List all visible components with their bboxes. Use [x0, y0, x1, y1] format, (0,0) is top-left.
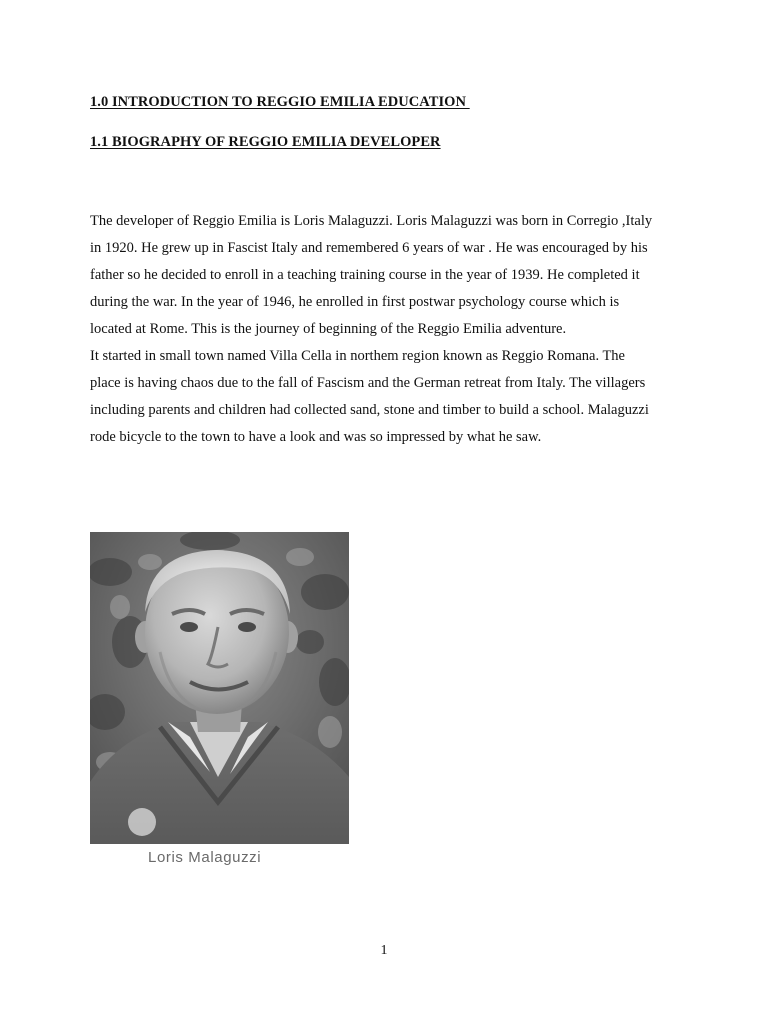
page-number: 1 — [380, 943, 388, 958]
photo-caption: Loris Malaguzzi — [148, 849, 262, 866]
section-heading-introduction: 1.0 INTRODUCTION TO REGGIO EMILIA EDUCATION — [90, 94, 470, 110]
history-paragraph — [90, 343, 690, 451]
paragraph-line: rode bicycle to the town to have a look and was so impressed by what he saw. — [90, 429, 542, 445]
paragraph-line: during the war. In the year of 1946, he enrolled in first postwar psychology course which is — [90, 294, 620, 310]
paragraph-line: father so he decided to enroll in a teaching training course in the year of 1939. He completed it — [90, 267, 640, 283]
paragraph-line: including parents and children had collected sand, stone and timber to build a school. Malaguzzi — [90, 402, 649, 418]
paragraph-line: place is having chaos due to the fall of Fascism and the German retreat from Italy. The villagers — [90, 375, 646, 391]
paragraph-line: The developer of Reggio Emilia is Loris Malaguzzi. Loris Malaguzzi was born in Corregio ,Italy — [90, 213, 653, 229]
paragraph-line: located at Rome. This is the journey of beginning of the Reggio Emilia adventure. — [90, 321, 567, 337]
paragraph-line: in 1920. He grew up in Fascist Italy and remembered 6 years of war . He was encouraged by his — [90, 240, 648, 256]
paragraph-line: It started in small town named Villa Cella in northem region known as Reggio Romana. The — [90, 348, 625, 364]
portrait-photo — [90, 532, 349, 844]
section-heading-biography: 1.1 BIOGRAPHY OF REGGIO EMILIA DEVELOPER — [90, 134, 441, 150]
biography-paragraph — [90, 208, 690, 343]
